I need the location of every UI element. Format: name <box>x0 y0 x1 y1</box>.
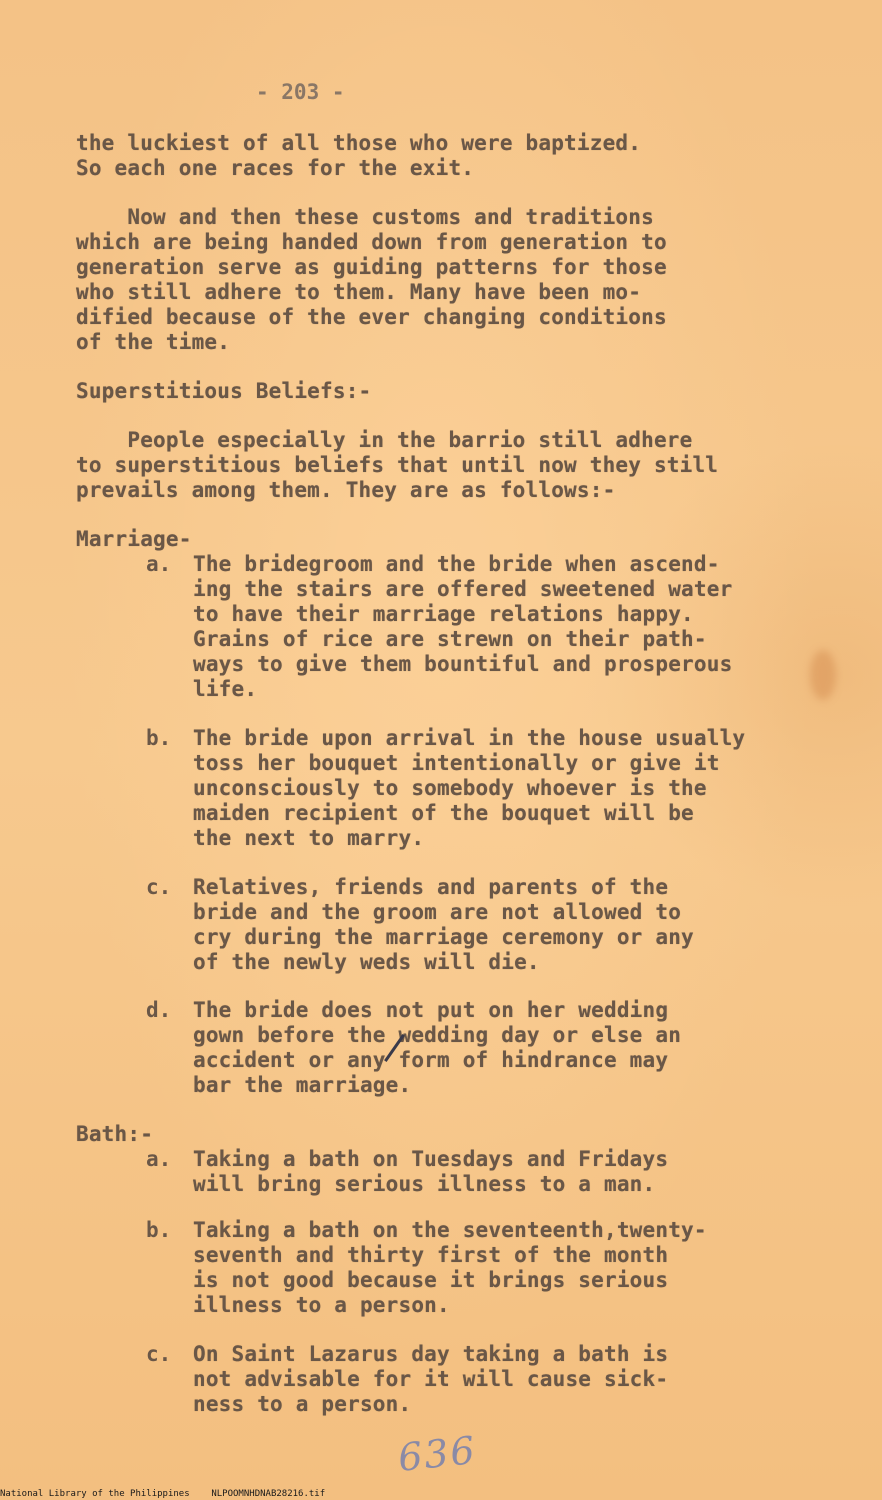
bath-item-line: illness to a person. <box>193 1293 450 1317</box>
marriage-item-letter: c. <box>146 875 172 899</box>
marriage-item-line: The bride does not put on her wedding <box>193 998 669 1022</box>
superstitions-intro-line: prevails among them. They are as follows:- <box>76 478 616 502</box>
marriage-item-line: maiden recipient of the bouquet will be <box>193 801 694 825</box>
superstitions-intro-line: to superstitious beliefs that until now they still <box>76 453 719 477</box>
customs-line: of the time. <box>76 330 231 354</box>
bath-item-line: not advisable for it will cause sick- <box>193 1367 669 1391</box>
marriage-item-line: ways to give them bountiful and prosperous <box>193 652 733 676</box>
marriage-item-line: gown before the wedding day or else an <box>193 1023 682 1047</box>
scan-footer <box>0 1489 325 1499</box>
marriage-item-line: The bridegroom and the bride when ascend- <box>193 552 720 576</box>
bath-item-line: Taking a bath on the seventeenth,twenty- <box>193 1218 707 1242</box>
bath-item-letter: b. <box>146 1218 172 1242</box>
bath-item-line: is not good because it brings serious <box>193 1268 669 1292</box>
marriage-item-letter: b. <box>146 726 172 750</box>
marriage-item-line: life. <box>193 677 258 701</box>
page-number: - 203 - <box>256 80 345 104</box>
marriage-item-line: accident or any form of hindrance may <box>193 1048 669 1072</box>
bath-item-line: seventh and thirty first of the month <box>193 1243 669 1267</box>
handwritten-folio-number: 636 <box>395 1428 479 1480</box>
bath-item-line: ness to a person. <box>193 1392 412 1416</box>
marriage-item-line: unconsciously to somebody whoever is the <box>193 776 707 800</box>
marriage-item-line: to have their marriage relations happy. <box>193 602 694 626</box>
superstitions-heading: Superstitious Beliefs:- <box>76 379 372 403</box>
marriage-item-line: ing the stairs are offered sweetened water <box>193 577 733 601</box>
bath-item-line: On Saint Lazarus day taking a bath is <box>193 1342 669 1366</box>
customs-line: dified because of the ever changing conditions <box>76 305 667 329</box>
customs-line: generation serve as guiding patterns for those <box>76 255 667 279</box>
marriage-item-line: Grains of rice are strewn on their path- <box>193 627 707 651</box>
intro-line: So each one races for the exit. <box>76 156 475 180</box>
marriage-item-line: toss her bouquet intentionally or give it <box>193 751 720 775</box>
marriage-heading: Marriage- <box>76 527 192 551</box>
bath-item-letter: c. <box>146 1342 172 1366</box>
footer-filename: NLPOOMNHDNAB28216.tif <box>211 1489 326 1499</box>
superstitions-intro-line: People especially in the barrio still adhere <box>76 428 693 452</box>
marriage-item-letter: d. <box>146 998 172 1022</box>
bath-item-line: will bring serious illness to a man. <box>193 1172 656 1196</box>
marriage-item-line: bar the marriage. <box>193 1073 412 1097</box>
bath-item-line: Taking a bath on Tuesdays and Fridays <box>193 1147 669 1171</box>
customs-line: which are being handed down from generation to <box>76 230 667 254</box>
bath-item-letter: a. <box>146 1147 172 1171</box>
marriage-item-line: the next to marry. <box>193 826 425 850</box>
footer-library: National Library of the Philippines <box>0 1489 190 1499</box>
marriage-item-letter: a. <box>146 552 172 576</box>
marriage-item-line: Relatives, friends and parents of the <box>193 875 669 899</box>
intro-line: the luckiest of all those who were baptized. <box>76 131 642 155</box>
marriage-item-line: of the newly weds will die. <box>193 950 540 974</box>
paper-stain <box>810 650 836 700</box>
marriage-item-line: The bride upon arrival in the house usually <box>193 726 746 750</box>
marriage-item-line: cry during the marriage ceremony or any <box>193 925 694 949</box>
bath-heading: Bath:- <box>76 1122 154 1146</box>
marriage-item-line: bride and the groom are not allowed to <box>193 900 682 924</box>
customs-line: who still adhere to them. Many have been mo- <box>76 280 642 304</box>
customs-line: Now and then these customs and traditions <box>76 205 654 229</box>
